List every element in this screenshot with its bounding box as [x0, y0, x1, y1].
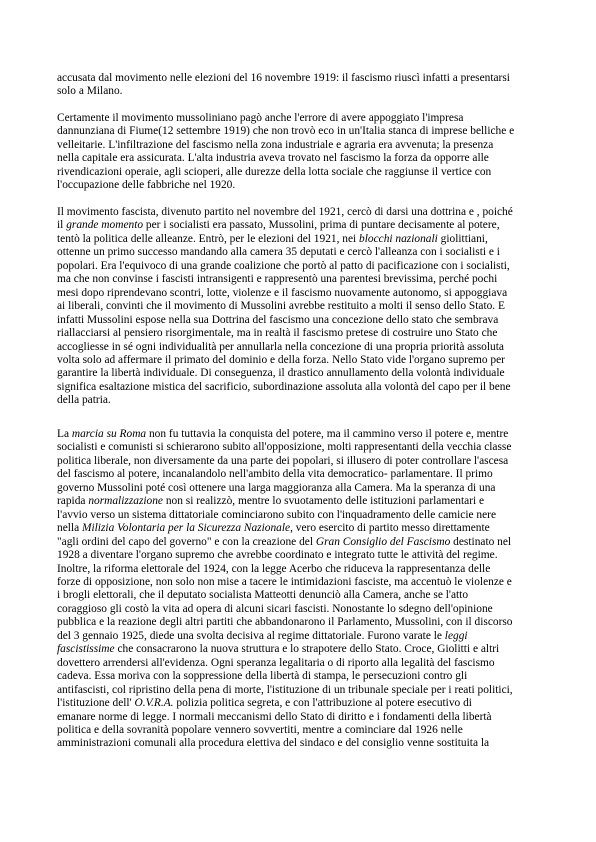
text-run: Il movimento fascista, divenuto partito nel novembre del 1921, cercò di darsi una dottrina e , poiché: [57, 206, 513, 218]
italic-term: leggi: [444, 629, 468, 642]
text-run: popolari. Era l'equivoco di una grande coalizione che portò al patto di pacificazione con i socialisti,: [57, 259, 510, 272]
text-run: "agli ordini del capo del governo" e con la creazione del: [57, 535, 316, 548]
text-run: polizia politica segreta, e con l'attribuzione al potere esecutivo di: [173, 697, 472, 710]
text-line: [57, 455, 545, 468]
text-line: [57, 125, 545, 138]
text-run: emanare norme di legge. I normali meccanismi dello Stato di diritto e i fondamenti della libertà: [57, 710, 492, 723]
text-run: infatti Mussolini espose nella sua Dottrina del fascismo una concezione dello stato che sembrava: [57, 313, 499, 326]
text-run: , vero esercito di partito messo direttamente: [290, 522, 490, 535]
text-run: non fu tuttavia la conquista del potere, ma il cammino verso il potere e, mentre: [146, 428, 509, 440]
text-line: [57, 657, 545, 670]
text-line: [57, 711, 545, 724]
text-run: giolittiani,: [437, 232, 488, 245]
text-run: accogliesse in sé ogni individualità per annullarla nella concezione di una propria priorità assoluta: [57, 340, 504, 353]
text-line: [57, 643, 545, 656]
text-run: l'istituzione dell': [57, 697, 135, 710]
text-line: [57, 179, 545, 192]
text-line: [57, 589, 545, 602]
text-line: [57, 367, 545, 380]
text-run: 1928 a diventare l'organo supremo che avrebbe coordinato e integrato tutte le attività del regime.: [57, 549, 498, 562]
italic-term: Gran Consiglio del Fascismo: [315, 535, 451, 548]
text-run: rivendicazioni operaie, agli scioperi, alle durezze della lotta sociale che raggiunse il vertice con: [57, 165, 492, 178]
text-run: nella: [57, 522, 82, 535]
text-line: [57, 246, 545, 259]
text-line: [57, 536, 545, 549]
text-line: [57, 482, 545, 495]
text-line: [57, 233, 545, 246]
text-run: pubblica e la reazione degli altri partiti che abbandonarono il Parlamento, Mussolini, con il discorso: [57, 616, 513, 629]
text-run: volta solo ad affermare il primato del dominio e della forza. Nello Stato vide l'organo supremo per: [57, 353, 505, 366]
paragraph-2: [57, 112, 545, 193]
text-line: [57, 697, 545, 710]
text-run: solo a Milano.: [57, 85, 123, 98]
text-line: [57, 724, 545, 737]
text-run: rapida: [57, 495, 89, 508]
text-run: dannunziana di Fiume(12 settembre 1919) che non trovò eco in un'Italia stanca di imprese belliche e: [57, 125, 515, 138]
text-run: antifascisti, col ripristino della pena di morte, l'istituzione di un tribunale speciale per i reati politici,: [57, 683, 513, 696]
text-run: mesi dopo riprendevano scontri, lotte, violenze e il fascismo nuovamente autonomo, si appoggiava: [57, 286, 508, 299]
text-run: l'occupazione delle fabbriche nel 1920.: [57, 179, 236, 192]
text-run: il: [57, 219, 67, 232]
text-line: [57, 549, 545, 562]
italic-term: Milizia Volontaria per la Sicurezza Nazionale: [81, 522, 291, 535]
text-run: garantire la libertà individuale. Di conseguenza, il drastico annullamento della volontà individuale: [57, 367, 505, 380]
text-line: [57, 670, 545, 683]
paragraph-4: [57, 428, 545, 751]
text-line: [57, 394, 545, 407]
italic-term: O.V.R.A.: [134, 697, 174, 710]
text-run: ma che non convinse i fascisti intransigenti e rappresentò una parentesi brevissima, perché pochi: [57, 273, 498, 286]
text-run: forze di opposizione, non solo non mise a tacere le intimidazioni fasciste, ma accentuò le violenze e: [57, 575, 512, 588]
text-run: significa esaltazione mistica del sacrificio, subordinazione assoluta alla volontà del capo per il bene: [57, 380, 511, 393]
text-line: [57, 381, 545, 394]
text-line: [57, 468, 545, 481]
text-run: i brogli elettorali, che il deputato socialista Matteotti denunciò alla Camera, anche se l'atto: [57, 589, 469, 602]
text-line: [57, 85, 545, 98]
text-run: destinato nel: [450, 535, 512, 548]
text-line: [57, 354, 545, 367]
text-run: riallacciarsi al pensiero risorgimentale, ma in realtà il fascismo pretese di costruire uno Stato che: [57, 327, 498, 340]
text-run: tentò la politica delle alleanze. Entrò, per le elezioni del 1921, nei: [57, 232, 360, 245]
text-line: [57, 152, 545, 165]
text-run: ottenne un primo successo mandando alla camera 35 deputati e cercò l'alleanza con i socialisti e i: [57, 246, 500, 259]
text-line: [57, 428, 545, 441]
text-run: non si realizzò, mentre lo svuotamento delle istituzioni parlamentari e: [163, 495, 485, 508]
text-line: [57, 72, 545, 85]
text-line: [57, 273, 545, 286]
text-run: velleitarie. L'infiltrazione del fascismo nella zona industriale e agraria era avvenuta; la presenza: [57, 138, 494, 151]
text-run: coraggioso gli costò la vita ad opera di alcuni sicari fascisti. Nonostante lo sdegno dell'opinione: [57, 602, 493, 615]
italic-term: blocchi nazionali: [359, 232, 438, 245]
text-line: [57, 300, 545, 313]
text-run: ai liberali, convinti che il movimento di Mussolini avrebbe restituito a molti il senso dello Stato. E: [57, 300, 505, 313]
italic-term: marcia su Roma: [71, 428, 147, 440]
text-run: socialisti e comunisti si schierarono subito all'opposizione, molti rappresentanti della vecchia classe: [57, 441, 512, 454]
text-run: che consacrarono la nuova struttura e lo strapotere dello Stato. Croce, Giolitti e altri: [114, 643, 500, 656]
text-line: [57, 139, 545, 152]
text-run: dovettero arrendersi all'evidenza. Ogni speranza legalitaria o di riporto alla legalità del fascismo: [57, 656, 495, 669]
italic-term: normalizzazione: [88, 495, 163, 508]
text-run: politica e della sovranità popolare vennero sovvertiti, mentre a cominciare dal 1926 nelle: [57, 723, 463, 736]
text-line: [57, 522, 545, 535]
text-run: governo Mussolini poté così ottenere una larga maggioranza alla Camera. Ma la speranza di una: [57, 481, 496, 494]
text-line: [57, 737, 545, 750]
text-line: [57, 287, 545, 300]
text-run: La: [57, 428, 72, 440]
text-run: cadeva. Essa moriva con la soppressione della libertà di stampa, le persecuzioni contro gli: [57, 670, 468, 683]
paragraph-3: [57, 206, 545, 408]
text-run: del fascismo al potere, incanalandolo nell'ambito della vita democratico- parlamentare. Il primo: [57, 468, 493, 481]
text-run: della patria.: [57, 394, 111, 407]
text-line: [57, 219, 545, 232]
italic-term: fascistissime: [57, 643, 115, 656]
text-line: [57, 563, 545, 576]
text-run: politica liberale, non diversamente da una parte dei popolari, si illusero di poter controllare l'ascesa: [57, 454, 509, 467]
text-run: amministrazioni comunali alla procedura elettiva del sindaco e del consiglio venne sostituita la: [57, 737, 490, 750]
text-line: [57, 576, 545, 589]
text-run: per i socialisti era passato, Mussolini, prima di puntare decisamente al potere,: [143, 219, 500, 232]
text-line: [57, 630, 545, 643]
text-run: Certamente il movimento mussoliniano pagò anche l'errore di avere appoggiato l'impresa: [57, 112, 464, 124]
text-run: accusata dal movimento nelle elezioni del 16 novembre 1919: il fascismo riuscì infatti a presentarsi: [57, 72, 510, 84]
text-run: l'avvio verso un sistema dittatoriale cominciarono subito con l'inquadramento delle camicie nere: [57, 508, 497, 521]
text-line: [57, 495, 545, 508]
text-line: [57, 603, 545, 616]
text-line: [57, 684, 545, 697]
text-line: [57, 327, 545, 340]
text-line: [57, 260, 545, 273]
text-line: [57, 441, 545, 454]
paragraph-1: [57, 72, 545, 99]
text-line: [57, 206, 545, 219]
text-line: [57, 314, 545, 327]
text-line: [57, 341, 545, 354]
text-run: nella capitale era assicurata. L'alta industria aveva trovato nel fascismo la forza da opporre alle: [57, 152, 489, 165]
text-line: [57, 112, 545, 125]
text-line: [57, 166, 545, 179]
text-run: del 3 gennaio 1925, diede una svolta decisiva al regime dittatoriale. Furono varate le: [57, 629, 445, 642]
text-line: [57, 616, 545, 629]
text-line: [57, 509, 545, 522]
italic-term: grande momento: [66, 219, 144, 232]
text-run: Inoltre, la riforma elettorale del 1924, con la legge Acerbo che riduceva la rappresentanza delle: [57, 562, 491, 575]
